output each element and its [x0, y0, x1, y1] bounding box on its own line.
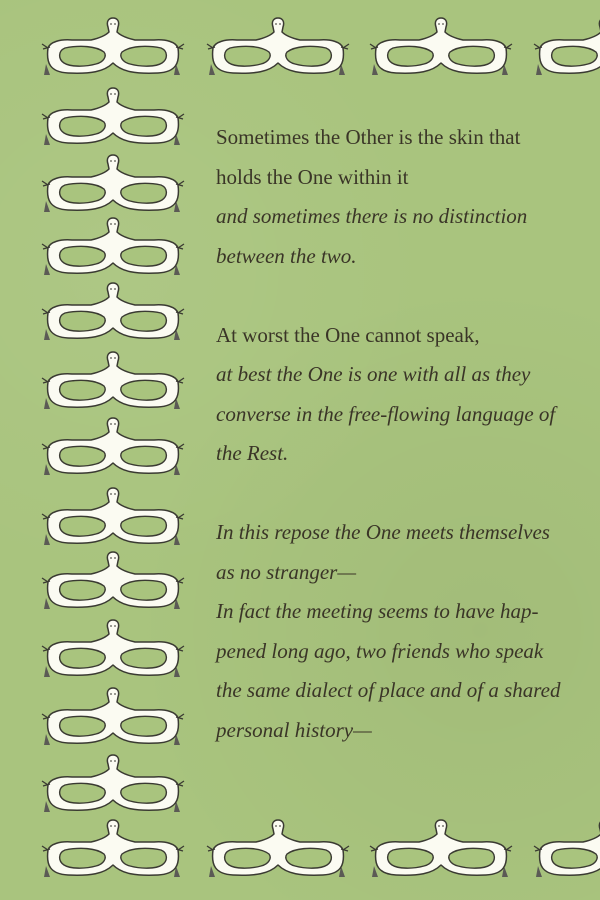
poem-line: Sometimes the Other is the skin that	[216, 125, 521, 149]
poem-line: and sometimes there is no distinction	[216, 204, 528, 228]
squatting-figure-icon	[40, 218, 186, 278]
squatting-figure-icon	[205, 820, 351, 880]
squatting-figure-icon	[40, 418, 186, 478]
poem-text	[216, 118, 588, 750]
squatting-figure-icon	[368, 820, 514, 880]
squatting-figure-icon	[40, 755, 186, 815]
poem-line: holds the One within it	[216, 164, 409, 189]
squatting-figure-icon	[532, 820, 600, 880]
poem-line: In fact the meeting seems to have hap-	[216, 599, 539, 623]
squatting-figure-icon	[40, 688, 186, 748]
poem-line: as no stranger—	[216, 559, 357, 584]
squatting-figure-icon	[40, 820, 186, 880]
poem-line: between the two.	[216, 243, 357, 268]
stanza-break	[216, 276, 588, 316]
squatting-figure-icon	[40, 352, 186, 412]
poem-line: personal history—	[216, 717, 372, 742]
squatting-figure-icon	[40, 88, 186, 148]
poem-line: the Rest.	[216, 441, 289, 465]
poem-line: In this repose the One meets themselves	[216, 520, 550, 544]
squatting-figure-icon	[368, 18, 514, 78]
squatting-figure-icon	[40, 488, 186, 548]
poem-line: At worst the One cannot speak,	[216, 322, 480, 347]
squatting-figure-icon	[40, 620, 186, 680]
squatting-figure-icon	[40, 155, 186, 215]
squatting-figure-icon	[40, 552, 186, 612]
poem-line: converse in the free-flowing language of	[216, 401, 556, 426]
squatting-figure-icon	[532, 18, 600, 78]
stanza-1	[216, 118, 588, 276]
poem-line: the same dialect of place and of a shared	[216, 678, 561, 702]
poem-line: at best the One is one with all as they	[216, 362, 531, 386]
squatting-figure-icon	[40, 283, 186, 343]
squatting-figure-icon	[40, 18, 186, 78]
stanza-3	[216, 513, 588, 750]
poem-line: pened long ago, two friends who speak	[216, 638, 544, 663]
squatting-figure-icon	[205, 18, 351, 78]
stanza-2	[216, 316, 588, 474]
stanza-break	[216, 474, 588, 514]
